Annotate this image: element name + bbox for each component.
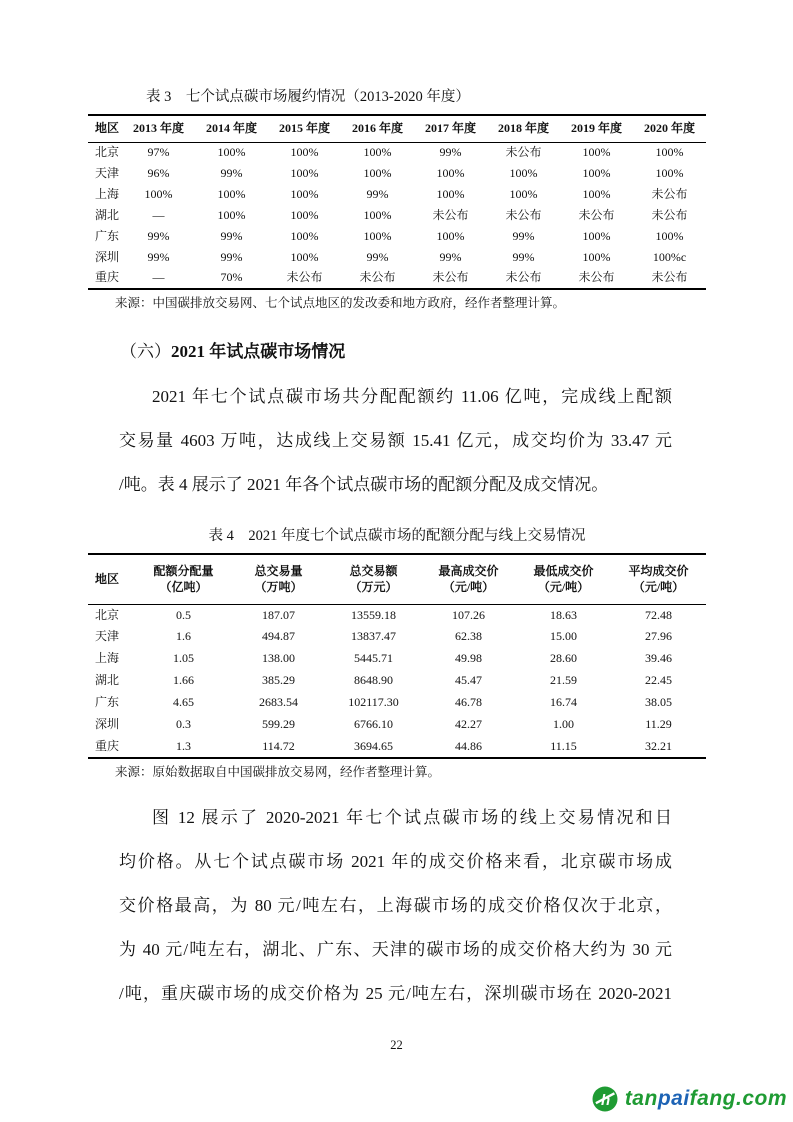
year-column-header: 2014 年度 — [205, 121, 257, 136]
value-cell: 99% — [220, 165, 243, 180]
value-cell: 102117.30 — [348, 695, 399, 710]
metric-column-header — [611, 554, 706, 604]
table3-body — [88, 142, 706, 289]
value-cell: 100% — [363, 228, 392, 243]
region-cell: 天津 — [95, 165, 120, 180]
section-title: 2021 年试点碳市场情况 — [171, 342, 346, 361]
value-cell: 1.66 — [173, 673, 194, 688]
value-cell: 6766.10 — [354, 717, 393, 732]
table-row — [88, 692, 706, 714]
value-cell: 99% — [366, 186, 389, 201]
value-cell: 13837.47 — [351, 629, 396, 644]
table-row — [88, 184, 706, 205]
value-cell: 42.27 — [455, 717, 482, 732]
metric-column-header — [326, 554, 421, 604]
body-text-line: 交易量 4603 万吨，达成线上交易额 15.41 亿元，成交均价为 33.47 元 — [119, 431, 672, 450]
table3-header-row — [88, 115, 706, 142]
region-cell: 重庆 — [95, 738, 120, 753]
value-cell: 100% — [363, 207, 392, 222]
region-cell: 广东 — [95, 695, 120, 710]
value-cell: 未公布 — [432, 207, 469, 222]
metric-column-header — [516, 554, 611, 604]
table3-source-note: 来源：中国碳排放交易网、七个试点地区的发改委和地方政府，经作者整理计算。 — [115, 296, 566, 310]
table-row — [88, 226, 706, 247]
value-cell: 100% — [217, 145, 246, 160]
value-cell: 100% — [290, 186, 319, 201]
value-cell: 100% — [290, 145, 319, 160]
body-text-line: /吨。表 4 展示了 2021 年各个试点碳市场的配额分配及成交情况。 — [119, 475, 609, 494]
logo-text-part: .com — [735, 1087, 787, 1110]
value-cell: — — [152, 207, 165, 222]
table-row — [88, 670, 706, 692]
header-unit: （亿吨） — [159, 579, 208, 594]
value-cell: 99% — [439, 249, 462, 264]
value-cell: 114.72 — [262, 738, 295, 753]
table-row — [88, 205, 706, 226]
header-name: 配额分配量 — [153, 563, 214, 578]
value-cell: 96% — [147, 165, 170, 180]
section-number: （六） — [120, 342, 171, 361]
value-cell: 99% — [512, 228, 535, 243]
value-cell: 8648.90 — [354, 673, 393, 688]
value-cell: 未公布 — [651, 270, 688, 285]
value-cell: 未公布 — [578, 270, 615, 285]
value-cell: 99% — [439, 145, 462, 160]
value-cell: 72.48 — [645, 607, 672, 622]
table4-source-note: 来源：原始数据取自中国碳排放交易网，经作者整理计算。 — [115, 765, 441, 779]
value-cell: 99% — [147, 228, 170, 243]
value-cell: 99% — [512, 249, 535, 264]
body-text-line: 交价格最高，为 80 元/吨左右，上海碳市场的成交价格仅次于北京， — [119, 896, 672, 915]
header-unit: （元/吨） — [442, 579, 495, 594]
header-name: 平均成交价 — [628, 563, 689, 578]
value-cell: 39.46 — [645, 651, 672, 666]
site-logo — [592, 1086, 787, 1112]
value-cell: 1.3 — [176, 738, 191, 753]
value-cell: 100% — [290, 207, 319, 222]
value-cell: 100% — [290, 228, 319, 243]
region-column-header — [88, 554, 136, 604]
value-cell: 100% — [655, 165, 684, 180]
body-text-line: 图 12 展示了 2020-2021 年七个试点碳市场的线上交易情况和日 — [152, 808, 672, 827]
value-cell: 100% — [582, 145, 611, 160]
value-cell: 未公布 — [578, 207, 615, 222]
table-row — [88, 247, 706, 268]
region-cell: 湖北 — [95, 673, 120, 688]
year-column-header: 2015 年度 — [278, 121, 330, 136]
value-cell: 100% — [290, 165, 319, 180]
table4-body — [88, 604, 706, 758]
header-name: 最低成交价 — [533, 563, 594, 578]
value-cell: 99% — [220, 228, 243, 243]
value-cell: 1.6 — [176, 629, 191, 644]
table4-header-row — [88, 554, 706, 604]
value-cell: 100% — [655, 228, 684, 243]
value-cell: 100% — [290, 249, 319, 264]
year-column-header: 2020 年度 — [643, 121, 695, 136]
value-cell: 99% — [366, 249, 389, 264]
value-cell: 99% — [147, 249, 170, 264]
body-text-line: 均价格。从七个试点碳市场 2021 年的成交价格来看，北京碳市场成 — [119, 852, 672, 871]
value-cell: 49.98 — [455, 651, 482, 666]
value-cell: 599.29 — [262, 717, 295, 732]
table-row — [88, 626, 706, 648]
value-cell: 62.38 — [455, 629, 482, 644]
value-cell: 45.47 — [455, 673, 482, 688]
value-cell: 15.00 — [550, 629, 577, 644]
compliance-table — [88, 114, 706, 290]
value-cell: 494.87 — [262, 629, 295, 644]
region-column-header: 地区 — [95, 121, 120, 136]
value-cell: 38.05 — [645, 695, 672, 710]
region-cell: 北京 — [95, 145, 120, 160]
value-cell: 32.21 — [645, 738, 672, 753]
value-cell: 1.05 — [173, 651, 194, 666]
metric-column-header — [136, 554, 231, 604]
table-row — [88, 604, 706, 626]
paragraph-price-summary — [119, 796, 672, 1016]
value-cell: 100% — [582, 249, 611, 264]
body-text-line: /吨，重庆碳市场的成交价格为 25 元/吨左右，深圳碳市场在 2020-2021 — [119, 984, 672, 1003]
value-cell: 187.07 — [262, 607, 295, 622]
value-cell: 100% — [436, 186, 465, 201]
region-cell: 广东 — [95, 228, 120, 243]
value-cell: 100% — [436, 228, 465, 243]
value-cell: 100% — [582, 165, 611, 180]
logo-text-part: fang — [689, 1087, 736, 1110]
value-cell: 未公布 — [359, 270, 396, 285]
value-cell: 未公布 — [505, 145, 542, 160]
region-cell: 北京 — [95, 607, 120, 622]
header-unit: （元/吨） — [537, 579, 590, 594]
region-cell: 深圳 — [95, 249, 120, 264]
value-cell: 100% — [582, 228, 611, 243]
table4-title: 表 4 2021 年度七个试点碳市场的配额分配与线上交易情况 — [208, 528, 586, 544]
value-cell: 100% — [582, 186, 611, 201]
value-cell: 97% — [147, 145, 170, 160]
region-cell: 湖北 — [95, 207, 120, 222]
value-cell: 16.74 — [550, 695, 577, 710]
value-cell: 100% — [509, 165, 538, 180]
value-cell: 100% — [655, 145, 684, 160]
table-row — [88, 268, 706, 289]
logo-text — [625, 1086, 787, 1112]
value-cell: 未公布 — [286, 270, 323, 285]
value-cell: 未公布 — [651, 207, 688, 222]
header-name: 总交易量 — [254, 563, 303, 578]
header-name: 最高成交价 — [438, 563, 499, 578]
value-cell: 70% — [220, 270, 243, 285]
value-cell: 107.26 — [452, 607, 485, 622]
value-cell: 18.63 — [550, 607, 577, 622]
header-name: 总交易额 — [349, 563, 398, 578]
table-row — [88, 736, 706, 758]
value-cell: 13559.18 — [351, 607, 396, 622]
region-cell: 上海 — [95, 186, 120, 201]
value-cell: 99% — [220, 249, 243, 264]
value-cell: 3694.65 — [354, 738, 393, 753]
year-column-header: 2019 年度 — [570, 121, 622, 136]
logo-text-part: tan — [624, 1087, 658, 1110]
body-text-line: 2021 年七个试点碳市场共分配配额约 11.06 亿吨，完成线上配额 — [152, 387, 672, 406]
year-column-header: 2016 年度 — [351, 121, 403, 136]
paragraph-allowance-summary — [119, 375, 672, 507]
value-cell: 4.65 — [173, 695, 194, 710]
value-cell: 100% — [436, 165, 465, 180]
allocation-trading-table — [88, 553, 706, 759]
value-cell: 11.29 — [645, 717, 672, 732]
value-cell: — — [152, 270, 165, 285]
table-row — [88, 714, 706, 736]
region-cell: 深圳 — [95, 717, 120, 732]
header-unit: （万吨） — [254, 579, 303, 594]
value-cell: 100% — [509, 186, 538, 201]
value-cell: 2683.54 — [259, 695, 298, 710]
year-column-header: 2018 年度 — [497, 121, 549, 136]
value-cell: 100% — [363, 145, 392, 160]
value-cell: 100%c — [652, 249, 687, 264]
table-row — [88, 163, 706, 184]
value-cell: 27.96 — [645, 629, 672, 644]
value-cell: 22.45 — [645, 673, 672, 688]
value-cell: 385.29 — [262, 673, 295, 688]
year-column-header: 2017 年度 — [424, 121, 476, 136]
value-cell: 138.00 — [262, 651, 295, 666]
value-cell: 11.15 — [550, 738, 577, 753]
value-cell: 100% — [363, 165, 392, 180]
tanpaifang-leaf-icon — [592, 1086, 618, 1112]
value-cell: 1.00 — [553, 717, 574, 732]
value-cell: 44.86 — [455, 738, 482, 753]
metric-column-header — [231, 554, 326, 604]
metric-column-header — [421, 554, 516, 604]
value-cell: 21.59 — [550, 673, 577, 688]
value-cell: 未公布 — [651, 186, 688, 201]
region-cell: 天津 — [95, 629, 120, 644]
section-heading — [88, 341, 706, 363]
body-text-line: 为 40 元/吨左右，湖北、广东、天津的碳市场的成交价格大约为 30 元 — [119, 940, 672, 959]
value-cell: 未公布 — [432, 270, 469, 285]
value-cell: 100% — [217, 207, 246, 222]
value-cell: 46.78 — [455, 695, 482, 710]
header-unit: （万元） — [349, 579, 398, 594]
page-number: 22 — [390, 1038, 403, 1052]
value-cell: 未公布 — [505, 270, 542, 285]
table-row — [88, 142, 706, 163]
value-cell: 0.3 — [176, 717, 191, 732]
value-cell: 100% — [144, 186, 173, 201]
header-unit: （元/吨） — [632, 579, 685, 594]
table-row — [88, 648, 706, 670]
value-cell: 5445.71 — [354, 651, 393, 666]
value-cell: 0.5 — [176, 607, 191, 622]
region-cell: 上海 — [95, 651, 120, 666]
value-cell: 28.60 — [550, 651, 577, 666]
svg-text:h: h — [600, 1092, 610, 1109]
region-cell: 重庆 — [95, 270, 120, 285]
logo-text-part: pai — [657, 1087, 690, 1110]
table3-title: 表 3 七个试点碳市场履约情况（2013-2020 年度） — [146, 89, 470, 105]
value-cell: 100% — [217, 186, 246, 201]
header-name: 地区 — [95, 571, 120, 586]
year-column-header: 2013 年度 — [132, 121, 184, 136]
value-cell: 未公布 — [505, 207, 542, 222]
